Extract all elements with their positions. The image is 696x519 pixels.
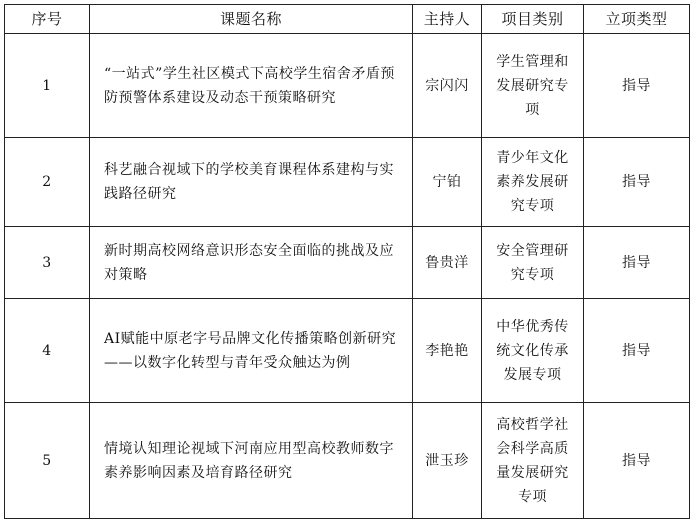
row-number: 4	[5, 299, 90, 403]
project-category: 安全管理研究专项	[482, 227, 584, 299]
project-table	[4, 4, 690, 519]
row-number: 3	[5, 227, 90, 299]
project-category: 高校哲学社会科学高质量发展研究专项	[482, 403, 584, 519]
header-no: 序号	[5, 5, 90, 34]
row-number: 5	[5, 403, 90, 519]
project-title	[90, 138, 413, 227]
project-title-text: AI赋能中原老字号品牌文化传播策略创新研究——以数字化转型与青年受众触达为例	[104, 330, 397, 371]
header-category: 项目类别	[482, 5, 584, 34]
project-host: 宗闪闪	[413, 34, 482, 138]
project-title	[90, 403, 413, 519]
project-category: 学生管理和发展研究专项	[482, 34, 584, 138]
project-type: 指导	[584, 227, 690, 299]
project-title-text: 情境认知理论视域下河南应用型高校教师数字素养影响因素及培育路径研究	[104, 440, 394, 481]
project-host: 鲁贵洋	[413, 227, 482, 299]
header-host: 主持人	[413, 5, 482, 34]
project-category: 青少年文化素养发展研究专项	[482, 138, 584, 227]
project-type: 指导	[584, 403, 690, 519]
table-row	[5, 403, 690, 519]
project-host: 泄玉珍	[413, 403, 482, 519]
project-host: 李艳艳	[413, 299, 482, 403]
table-row	[5, 138, 690, 227]
row-number: 2	[5, 138, 90, 227]
table-row	[5, 227, 690, 299]
project-title-text: “一站式”学生社区模式下高校学生宿舍矛盾预防预警体系建设及动态干预策略研究	[104, 65, 395, 106]
project-title-text: 新时期高校网络意识形态安全面临的挑战及应对策略	[104, 242, 394, 283]
table-row	[5, 34, 690, 138]
table-row	[5, 299, 690, 403]
project-title	[90, 299, 413, 403]
project-title	[90, 227, 413, 299]
project-host: 宁铂	[413, 138, 482, 227]
header-type: 立项类型	[584, 5, 690, 34]
project-type: 指导	[584, 299, 690, 403]
project-title	[90, 34, 413, 138]
header-row	[5, 5, 690, 34]
project-title-text: 科艺融合视域下的学校美育课程体系建构与实践路径研究	[104, 162, 394, 202]
project-type: 指导	[584, 138, 690, 227]
row-number: 1	[5, 34, 90, 138]
project-category: 中华优秀传统文化传承发展专项	[482, 299, 584, 403]
project-type: 指导	[584, 34, 690, 138]
header-title: 课题名称	[90, 5, 413, 34]
